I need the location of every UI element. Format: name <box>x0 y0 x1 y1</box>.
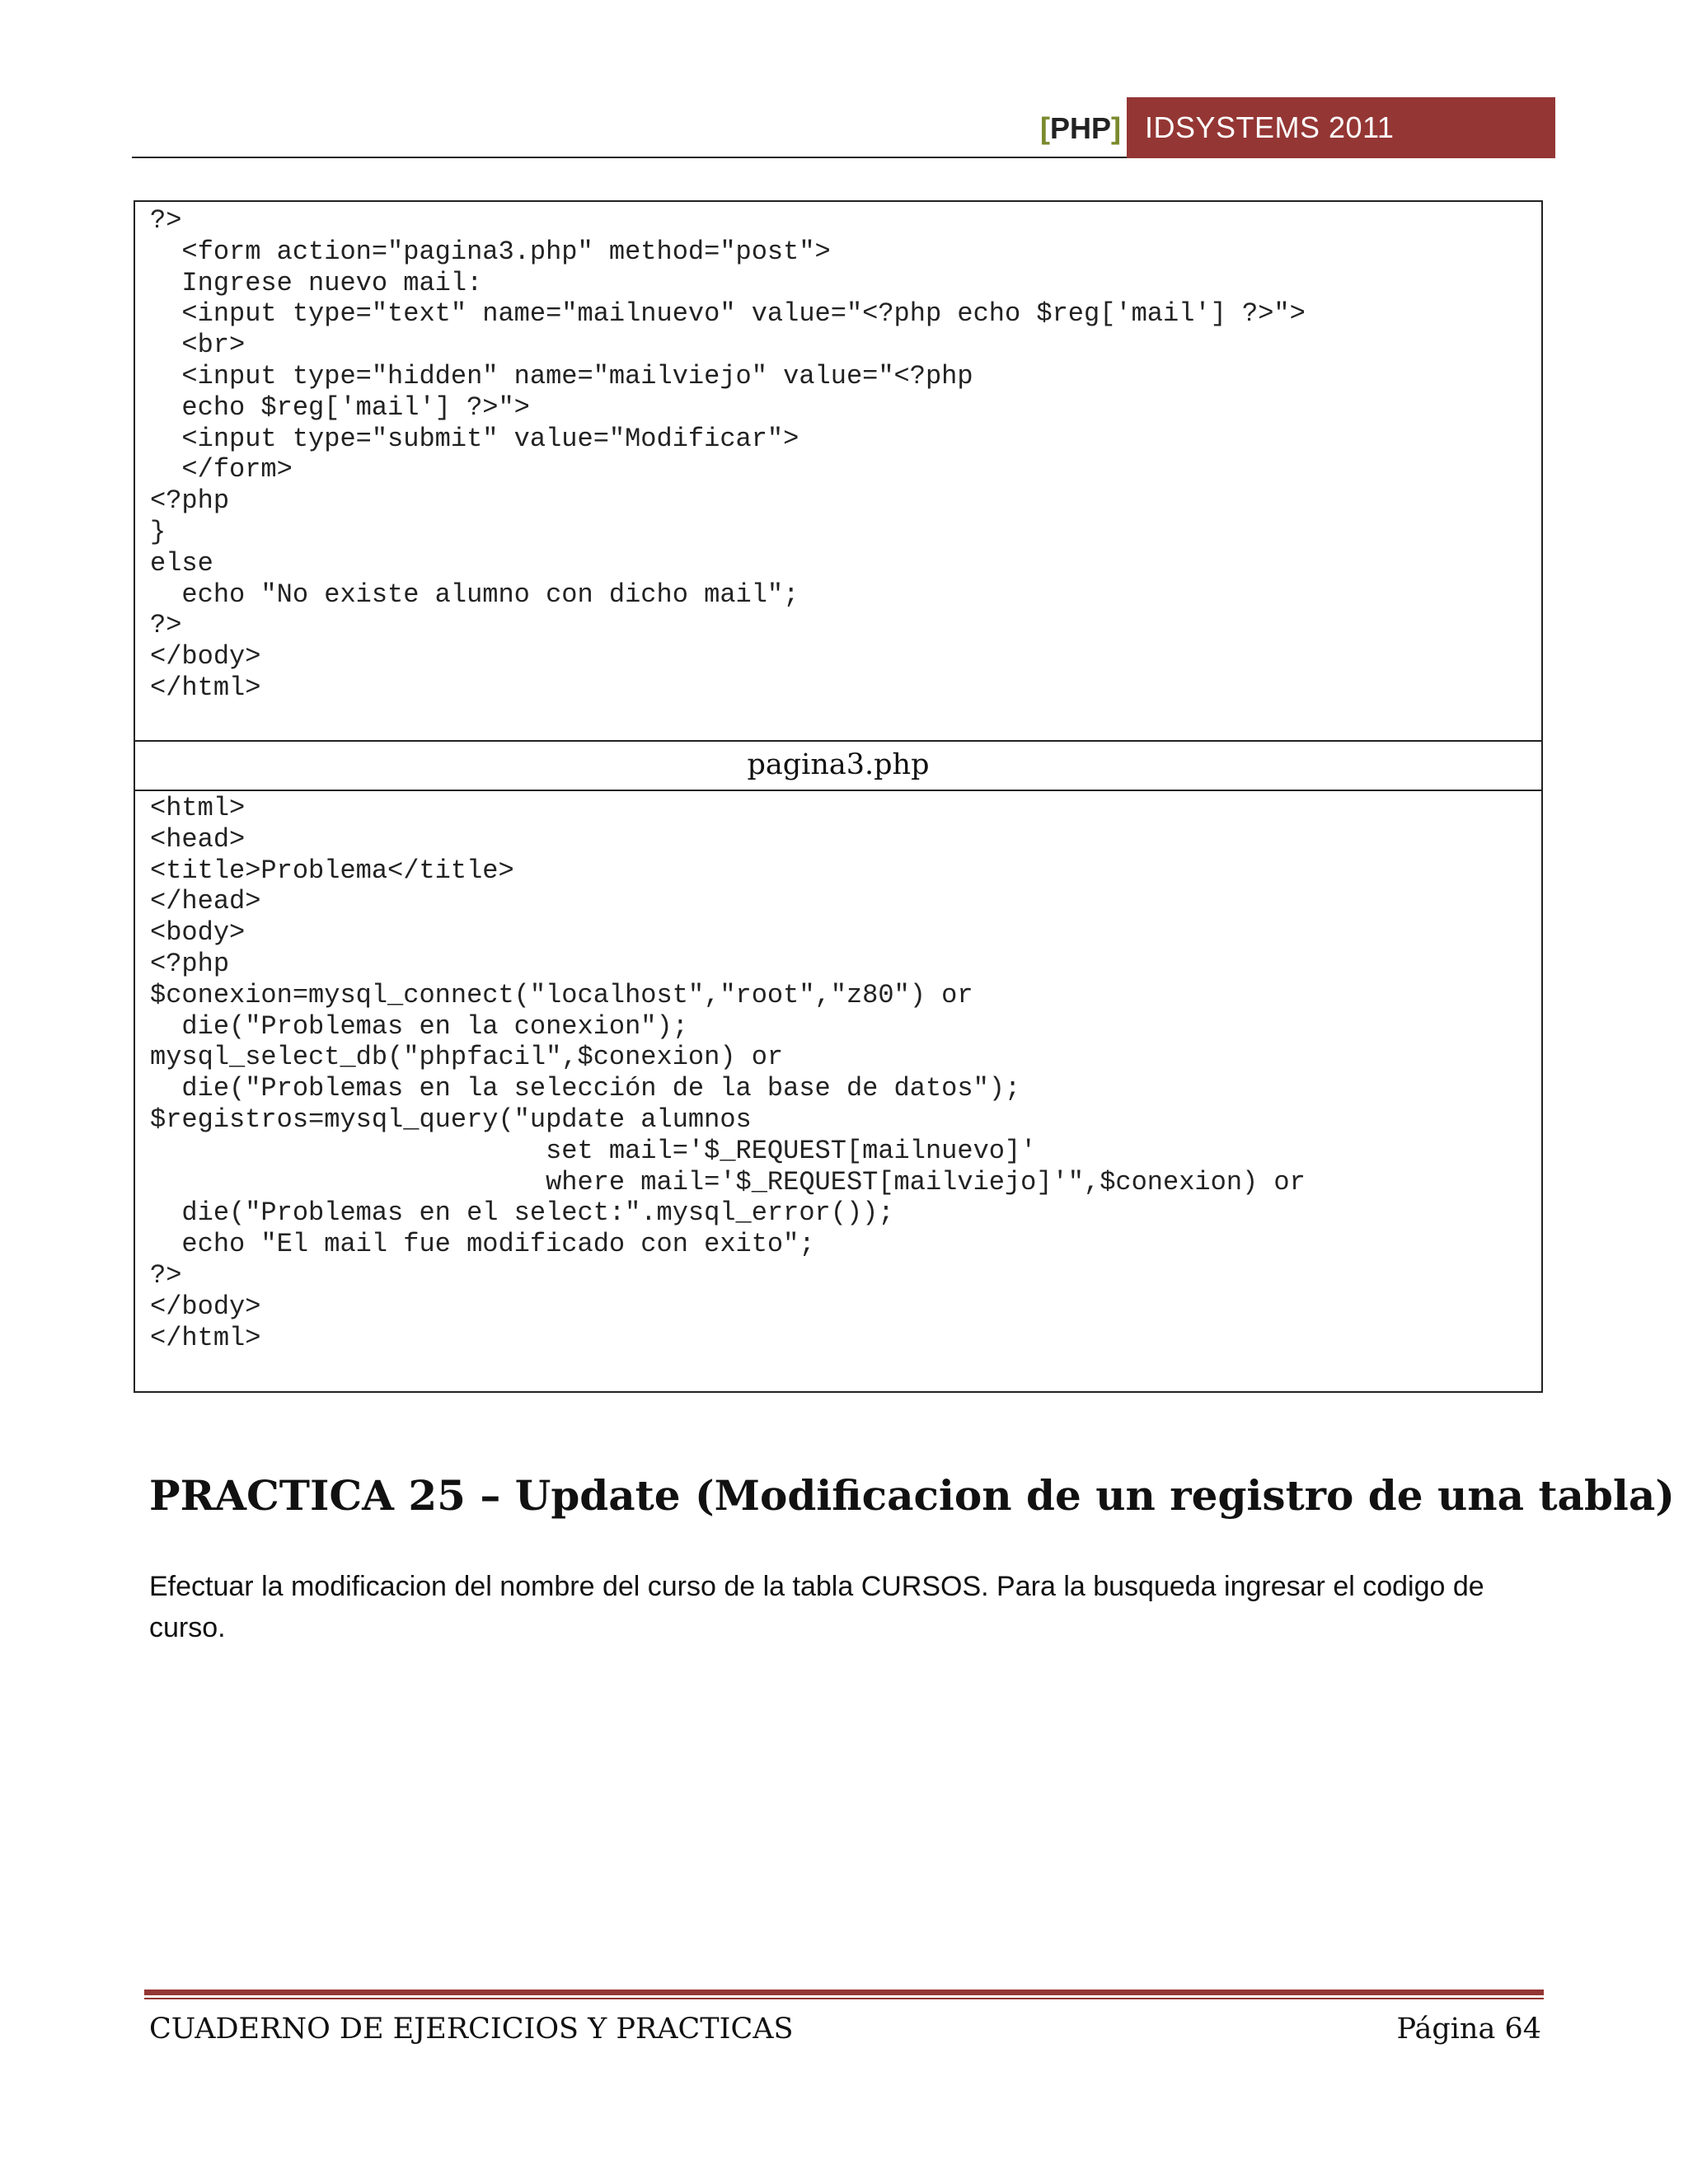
code-line: where mail='$_REQUEST[mailviejo]'",$conexion) or <box>150 1166 1306 1197</box>
header-tag-open: [ <box>1039 111 1050 145</box>
code-line: echo "No existe alumno con dicho mail"; <box>150 579 799 610</box>
code-line: ?> <box>150 205 182 236</box>
header-tag-close: ] <box>1111 111 1121 145</box>
code-line: <?php <box>150 485 230 517</box>
code-line: Ingrese nuevo mail: <box>150 267 483 298</box>
code-line: ?> <box>150 1259 182 1291</box>
code-line: </html> <box>150 1322 261 1353</box>
file-name-header: pagina3.php <box>135 742 1541 791</box>
header-divider <box>132 157 1127 158</box>
code-line: else <box>150 547 213 579</box>
code-line: <form action="pagina3.php" method="post"> <box>150 236 831 267</box>
code-cell-pagina3 <box>135 790 1541 1391</box>
code-line: <?php <box>150 948 230 979</box>
code-line: $registros=mysql_query("update alumnos <box>150 1104 752 1135</box>
footer-page-number: Página 64 <box>1396 2013 1541 2046</box>
header-tag <box>1014 105 1121 152</box>
code-line: die("Problemas en la selección de la base de datos"); <box>150 1073 1021 1104</box>
header-title-box <box>1127 97 1555 158</box>
code-line: echo "El mail fue modificado con exito"; <box>150 1229 815 1260</box>
code-line: </html> <box>150 672 261 703</box>
code-line: <title>Problema</title> <box>150 855 514 886</box>
code-line: mysql_select_db("phpfacil",$conexion) or <box>150 1042 784 1073</box>
footer-divider-thick <box>144 1990 1544 1995</box>
code-line: <body> <box>150 917 246 949</box>
code-listing-previous <box>150 205 1541 704</box>
code-line: set mail='$_REQUEST[mailnuevo]' <box>150 1135 1037 1166</box>
code-line: <html> <box>150 793 246 823</box>
code-cell-previous <box>135 202 1541 742</box>
code-line: echo $reg['mail'] ?>"> <box>150 391 530 423</box>
page-header <box>0 0 1688 165</box>
code-line: } <box>150 516 166 547</box>
code-line: </body> <box>150 1291 261 1322</box>
section-heading: PRACTICA 25 – Update (Modificacion de un registro de una tabla) <box>149 1471 1675 1520</box>
header-tag-text: PHP <box>1049 111 1111 145</box>
footer-divider-thin <box>144 1998 1544 1999</box>
code-line: </head> <box>150 886 261 917</box>
code-line: <br> <box>150 330 246 361</box>
code-line: <input type="hidden" name="mailviejo" value="<?php <box>150 360 973 391</box>
footer-book-title: CUADERNO DE EJERCICIOS Y PRACTICAS <box>149 2013 794 2046</box>
code-listing-pagina3 <box>150 793 1541 1353</box>
section-paragraph: Efectuar la modificacion del nombre del curso de la tabla CURSOS. Para la busqueda ingresar el codigo de curso. <box>149 1571 1484 1643</box>
code-line: ?> <box>150 610 182 641</box>
code-line: <input type="submit" value="Modificar"> <box>150 423 799 454</box>
code-line: <input type="text" name="mailnuevo" value="<?php echo $reg['mail'] ?>"> <box>150 298 1306 330</box>
header-title: IDSYSTEMS 2011 <box>1145 110 1395 144</box>
code-line: die("Problemas en el select:".mysql_error()); <box>150 1197 894 1229</box>
code-line: </body> <box>150 641 261 673</box>
code-line: </form> <box>150 454 293 485</box>
code-table <box>134 200 1543 1393</box>
code-line: die("Problemas en la conexion"); <box>150 1010 688 1042</box>
code-line: <head> <box>150 823 246 855</box>
code-line: $conexion=mysql_connect("localhost","root","z80") or <box>150 979 973 1010</box>
